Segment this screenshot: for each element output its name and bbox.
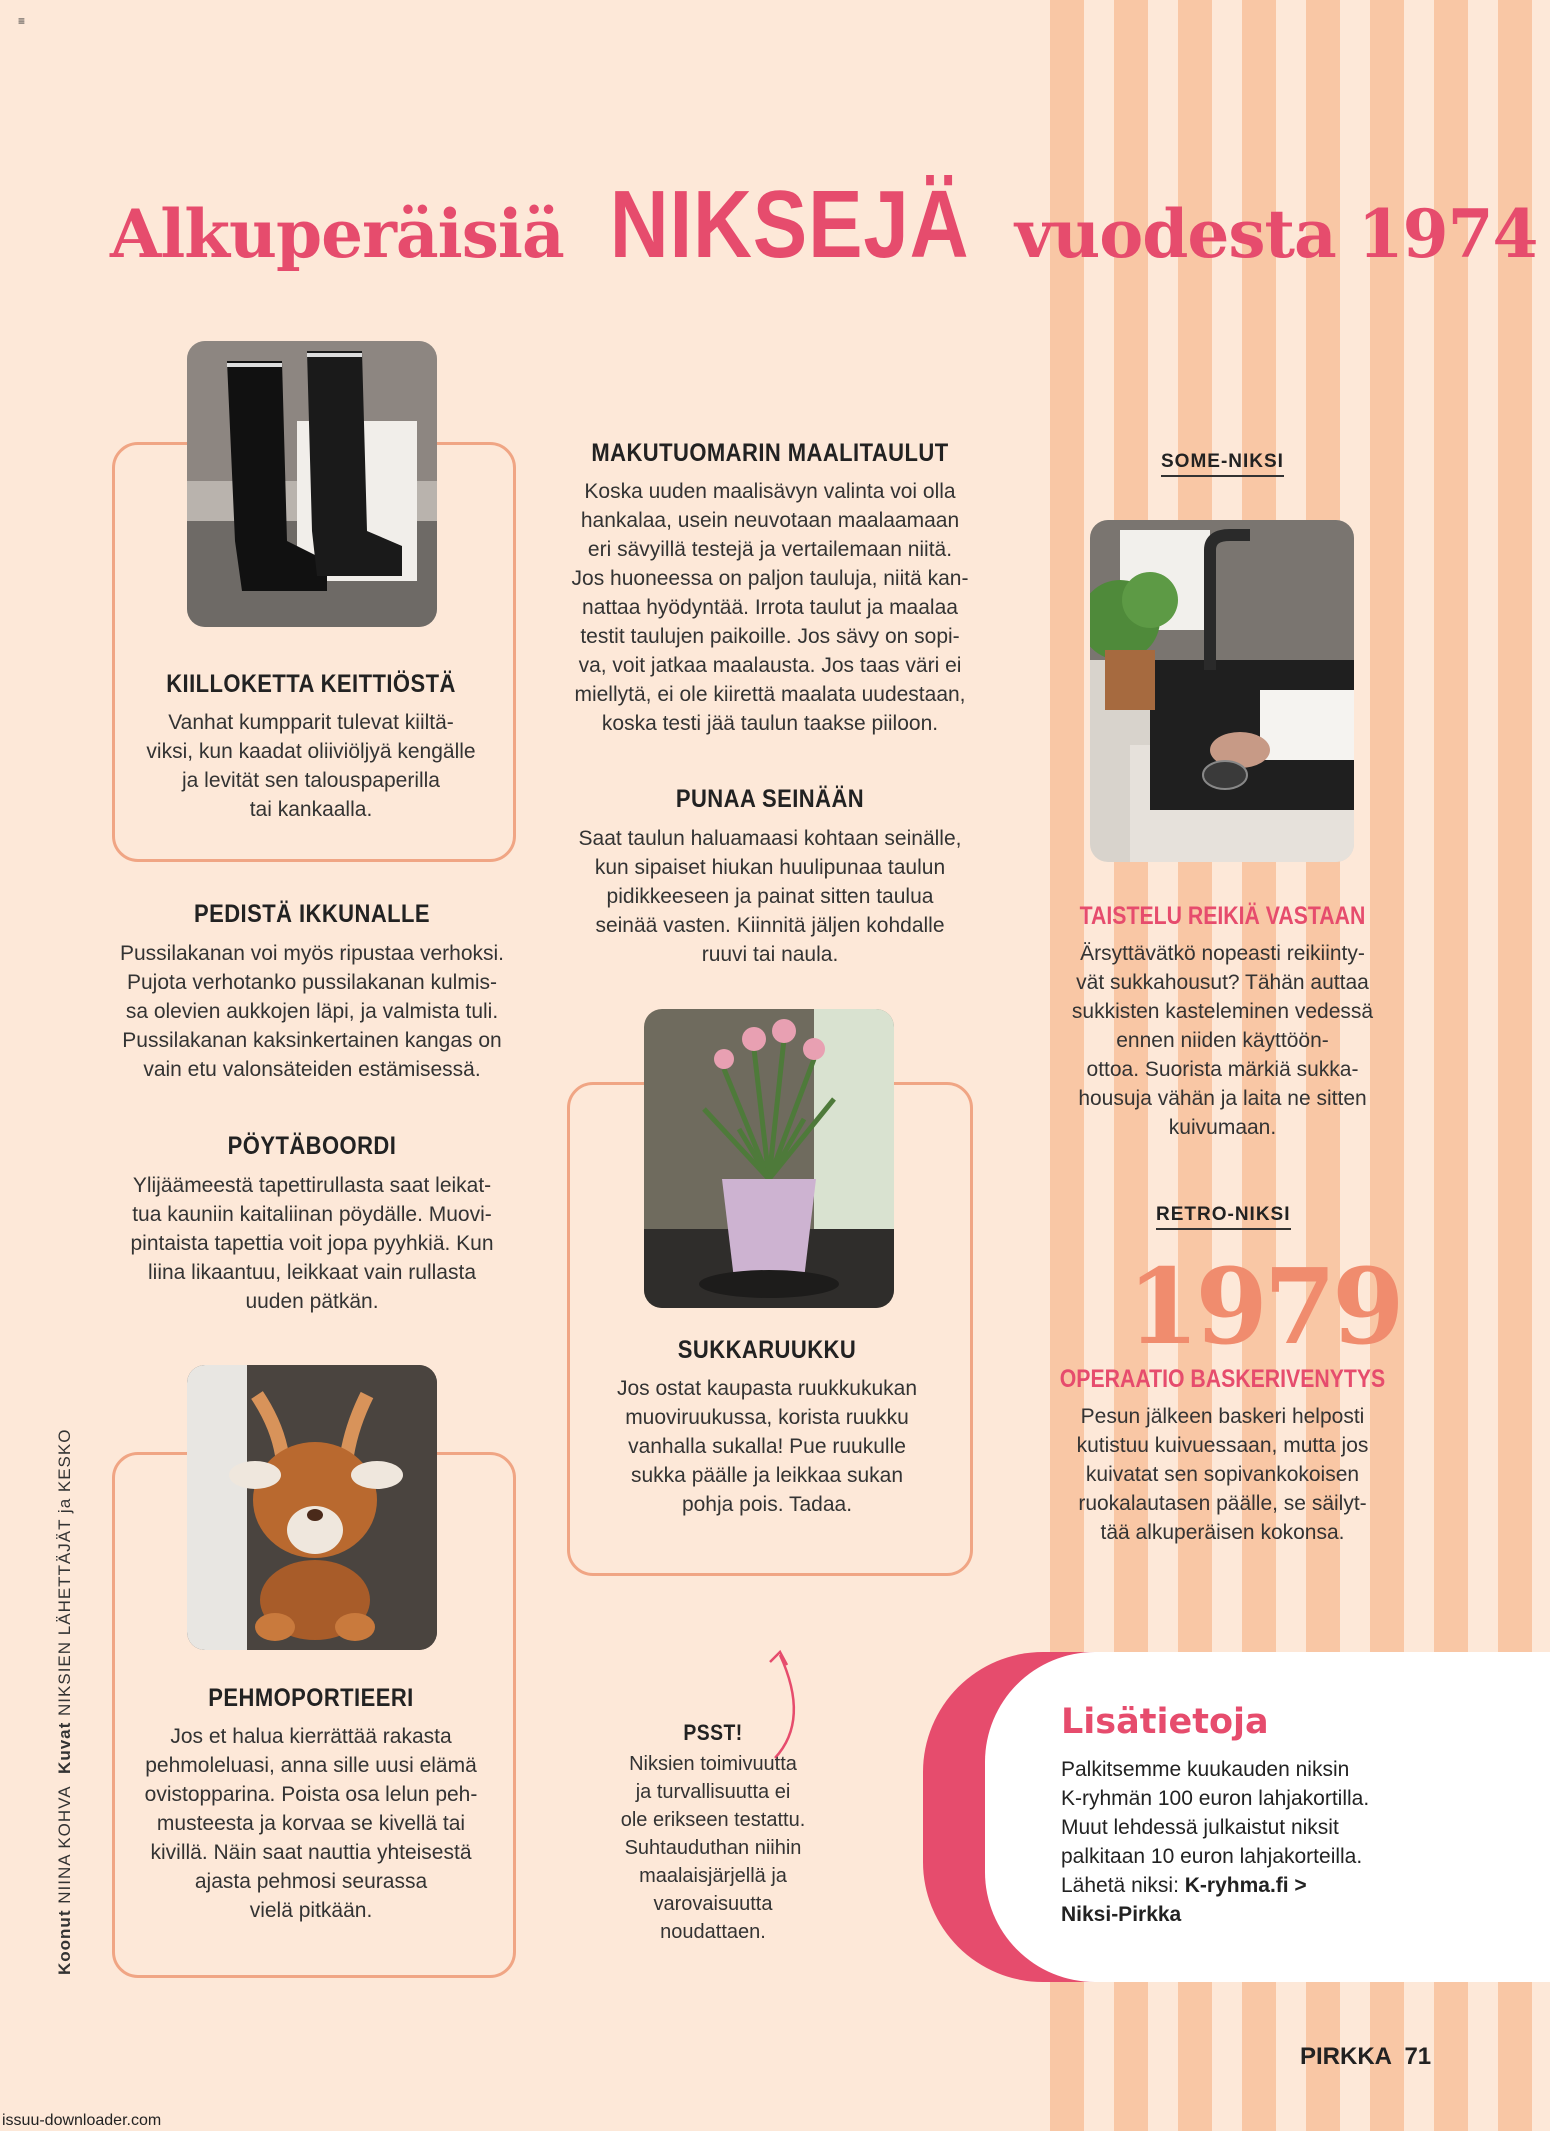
source-watermark: issuu-downloader.com: [2, 2112, 162, 2129]
some-niksi-tag: SOME-NIKSI: [1161, 451, 1284, 477]
tip-title-pehmoportieeri: PEHMOPORTIEERI: [208, 1684, 414, 1712]
page-title: [110, 170, 1537, 280]
title-post: vuodesta 1974: [1014, 195, 1538, 273]
info-box: [923, 1652, 1550, 1982]
tip-text-sukkaruukku: Jos ostat kaupasta ruukkukukan muoviruukussa, korista ruukku vanhalla sukalla! Pue ruukulle sukka päälle ja leikkaa sukan pohja pois. Tadaa.: [616, 1377, 917, 1516]
photo-credit: Koonut NIINA KOHVA Kuvat NIKSIEN LÄHETTÄJÄT ja KESKO: [55, 1428, 74, 1975]
send-link-2[interactable]: Niksi-Pirkka: [1061, 1903, 1182, 1926]
tip-text-makutuomari: Koska uuden maalisävyn valinta voi olla hankalaa, usein neuvotaan maalaamaan eri sävyillä testejä ja vertailemaan niitä. Jos huoneessa on paljon tauluja, niitä kan- nattaa hyödyntää. Irrota taulut ja maalaa testit taulujen paikoille. Jos sävy on sopi- va, voit jatkaa maalausta. Jos taas väri ei miellytä, ei ole kiirettä maalata uudestaan, koska testi jää taulun taakse piiloon.: [571, 480, 969, 735]
tip-title-psst: PSST!: [683, 1720, 743, 1745]
tip-text-pedista: Pussilakanan voi myös ripustaa verhoksi. Pujota verhotanko pussilakanan kulmis- sa olevien aukkojen läpi, ja valmista tuli. Pussilakanan kaksinkertainen kangas on vain etu valonsäteiden estämisessä.: [119, 942, 504, 1081]
tip-title-pedista: PEDISTÄ IKKUNALLE: [193, 900, 431, 928]
info-text: Palkitsemme kuukauden niksin K-ryhmän 100 euron lahjakortilla. Muut lehdessä julkaistut niksit palkitaan 10 euron lahjakorteilla. Lähetä niksi: K-ryhma.fi > Niksi-Pirkka: [1061, 1758, 1370, 1926]
flower-pot-photo: [644, 1009, 894, 1308]
tip-title-poytaboordi: PÖYTÄBOORDI: [227, 1132, 397, 1160]
tip-text-poytaboordi: Ylijäämeestä tapettirullasta saat leikat- tua kauniin kaitaliinan pöydälle. Muovi- pintaista tapettia voit jopa pyyhkiä. Kun liina likaantuu, leikkaat vain rullasta uuden pätkän.: [130, 1174, 494, 1313]
tip-title-makutuomari: MAKUTUOMARIN MAALITAULUT: [591, 439, 949, 467]
reindeer-photo: [187, 1365, 437, 1650]
title-pre: Alkuperäisiä: [110, 195, 564, 273]
tip-title-kiilloketta: KIILLOKETTA KEITTIÖSTÄ: [166, 670, 456, 698]
tip-text-punaa: Saat taulun haluamaasi kohtaan seinälle, kun sipaiset hiukan huulipunaa taulun pidikkeeseen ja painat sitten taulua seinää vasten. Kiinnitä jäljen kohdalle ruuvi tai naula.: [578, 827, 962, 966]
boots-photo: [187, 341, 437, 627]
tip-text-taistelu: Ärsyttävätkö nopeasti reikiinty- vät sukkahousut? Tähän auttaa sukkisten kasteleminen vedessä ennen niiden käyttöön- ottoa. Suorista märkiä sukka- housuja vähän ja laita ne sitten kuivumaan.: [1071, 942, 1374, 1139]
sink-photo: [1090, 520, 1354, 862]
retro-year: 1979: [1127, 1245, 1401, 1368]
tip-text-kiilloketta: Vanhat kumpparit tulevat kiiltä- viksi, kun kaadat oliiviöljyä kengälle ja levität sen talouspaperilla tai kankaalla.: [146, 711, 476, 821]
send-prefix: Lähetä niksi:: [1061, 1874, 1185, 1897]
tip-title-punaa: PUNAA SEINÄÄN: [675, 785, 865, 813]
menu-icon[interactable]: ≡: [18, 14, 26, 28]
tip-text-operaatio: Pesun jälkeen baskeri helposti kutistuu kuivuessaan, mutta jos kuivatat sen sopivankokoisen ruokalautasen päälle, se säilyt- tää alkuperäisen kokonsa.: [1076, 1405, 1369, 1544]
tip-title-operaatio: OPERAATIO BASKERIVENYTYS: [1059, 1365, 1386, 1393]
tip-title-sukkaruukku: SUKKARUUKKU: [677, 1336, 857, 1364]
tip-title-taistelu: TAISTELU REIKIÄ VASTAAN: [1079, 902, 1366, 930]
retro-niksi-tag: RETRO-NIKSI: [1156, 1204, 1291, 1230]
tip-text-pehmoportieeri: Jos et halua kierrättää rakasta pehmoleluasi, anna sille uusi elämä ovistopparina. Poista osa lelun peh- musteesta ja korvaa se kivellä tai kivillä. Näin saat nauttia yhteisestä ajasta pehmosi seurassa vielä pitkään.: [144, 1725, 478, 1922]
page-number: PIRKKA 71: [1300, 2043, 1432, 2070]
info-title: Lisätietoja: [1061, 1702, 1269, 1742]
tip-text-psst: Niksien toimivuutta ja turvallisuutta ei ole erikseen testattu. Suhtauduthan niihin maalaisjärjellä ja varovaisuutta noudattaen.: [620, 1753, 806, 1943]
title-big: NIKSEJÄ: [609, 171, 970, 278]
send-link[interactable]: K-ryhma.fi >: [1184, 1874, 1307, 1897]
